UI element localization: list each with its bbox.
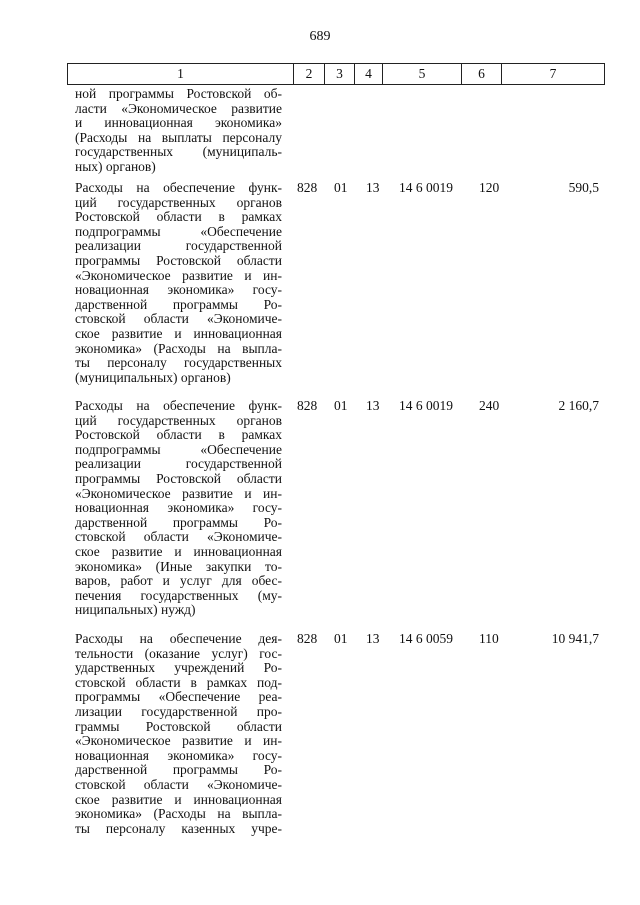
cell-expense-type: 110 xyxy=(479,631,499,646)
column-header-1: 1 xyxy=(68,64,294,84)
cell-amount: 10 941,7 xyxy=(551,631,599,646)
description-line: «Экономическое развитие и ин- xyxy=(75,733,282,749)
column-header-7: 7 xyxy=(549,66,557,81)
description-line: ское развитие и инновационная xyxy=(75,325,282,341)
description-line: новационная экономика» госу- xyxy=(75,282,282,298)
cell-section: 01 xyxy=(334,180,348,195)
description-line: дарственной программы Ро- xyxy=(75,762,282,778)
cell-target-article: 14 6 0059 xyxy=(399,631,453,646)
description-line: ций государственных органов xyxy=(75,412,282,428)
description-line: стовской области «Экономиче- xyxy=(75,311,282,327)
description-line: ты персоналу казенных учре- xyxy=(75,820,282,836)
description-line: дарственной программы Ро- xyxy=(75,514,282,530)
description-line: дарственной программы Ро- xyxy=(75,296,282,312)
cell-target-article: 14 6 0019 xyxy=(399,180,453,195)
description-line: стовской области «Экономиче- xyxy=(75,529,282,545)
cell-expense-type: 120 xyxy=(479,180,500,195)
row-description xyxy=(75,632,282,836)
description-line: варов, работ и услуг для обес- xyxy=(75,573,282,589)
description-line: (Расходы на выплаты персоналу xyxy=(75,129,282,145)
cell-amount: 590,5 xyxy=(568,180,599,195)
description-line: ское развитие и инновационная xyxy=(75,791,282,807)
cell-expense-type: 240 xyxy=(479,398,500,413)
description-line: подпрограммы «Обеспечение xyxy=(75,223,282,239)
description-line: ций государственных органов xyxy=(75,194,282,210)
row-description xyxy=(75,181,282,385)
description-line: экономика» (Расходы на выпла- xyxy=(75,340,282,356)
description-line: экономика» (Иные закупки то- xyxy=(75,558,282,574)
description-line: Расходы на обеспечение функ- xyxy=(75,398,282,413)
description-line: Расходы на обеспечение функ- xyxy=(75,180,282,195)
column-header-4: 4 xyxy=(355,64,383,84)
cell-ministry-code: 828 xyxy=(297,631,318,646)
page-number: 689 xyxy=(309,29,331,44)
description-line: Ростовской области в рамках xyxy=(75,427,282,443)
table-header xyxy=(67,63,605,85)
cell-subsection: 13 xyxy=(366,398,380,413)
cell-ministry-code: 828 xyxy=(297,180,318,195)
description-line: «Экономическое развитие и ин- xyxy=(75,267,282,283)
description-line: (муниципальных) органов) xyxy=(75,369,231,385)
column-header-6: 6 xyxy=(462,64,502,84)
description-line: «Экономическое развитие и ин- xyxy=(75,485,282,501)
description-line: новационная экономика» госу- xyxy=(75,747,282,763)
column-header-5: 5 xyxy=(383,64,462,84)
cell-subsection: 13 xyxy=(366,631,380,646)
row-description xyxy=(75,399,282,618)
description-line: государственных (муниципаль- xyxy=(75,144,282,160)
cell-amount: 2 160,7 xyxy=(558,398,599,413)
description-line: ударственных учреждений Ро- xyxy=(75,660,282,676)
description-line: граммы Ростовской области xyxy=(75,718,282,734)
cell-subsection: 13 xyxy=(366,180,380,195)
description-line: программы Ростовской области xyxy=(75,470,282,486)
description-line: программы Ростовской области xyxy=(75,252,282,268)
column-header-2: 2 xyxy=(294,64,325,84)
description-line: Расходы на обеспечение дея- xyxy=(75,631,282,646)
column-header-3: 3 xyxy=(325,64,355,84)
description-line: ласти «Экономическое развитие xyxy=(75,100,282,116)
description-line: тельности (оказание услуг) гос- xyxy=(75,645,282,661)
description-line: стовской области «Экономиче- xyxy=(75,776,282,792)
cell-section: 01 xyxy=(334,631,348,646)
description-line: ной программы Ростовской об- xyxy=(75,86,282,101)
row-description xyxy=(75,87,282,175)
description-line: печения государственных (му- xyxy=(75,587,282,603)
description-line: ниципальных) нужд) xyxy=(75,602,196,618)
cell-target-article: 14 6 0019 xyxy=(399,398,453,413)
description-line: ты персоналу государственных xyxy=(75,355,282,371)
description-line: ных) органов) xyxy=(75,158,156,174)
description-line: программы «Обеспечение реа- xyxy=(75,689,282,705)
description-line: подпрограммы «Обеспечение xyxy=(75,441,282,457)
description-line: Ростовской области в рамках xyxy=(75,209,282,225)
description-line: стовской области в рамках под- xyxy=(75,674,282,690)
description-line: и инновационная экономика» xyxy=(75,115,282,131)
cell-ministry-code: 828 xyxy=(297,398,318,413)
cell-section: 01 xyxy=(334,398,348,413)
description-line: новационная экономика» госу- xyxy=(75,500,282,516)
description-line: экономика» (Расходы на выпла- xyxy=(75,806,282,822)
description-line: реализации государственной xyxy=(75,238,282,254)
description-line: ское развитие и инновационная xyxy=(75,543,282,559)
description-line: реализации государственной xyxy=(75,456,282,472)
description-line: лизации государственной про- xyxy=(75,703,282,719)
